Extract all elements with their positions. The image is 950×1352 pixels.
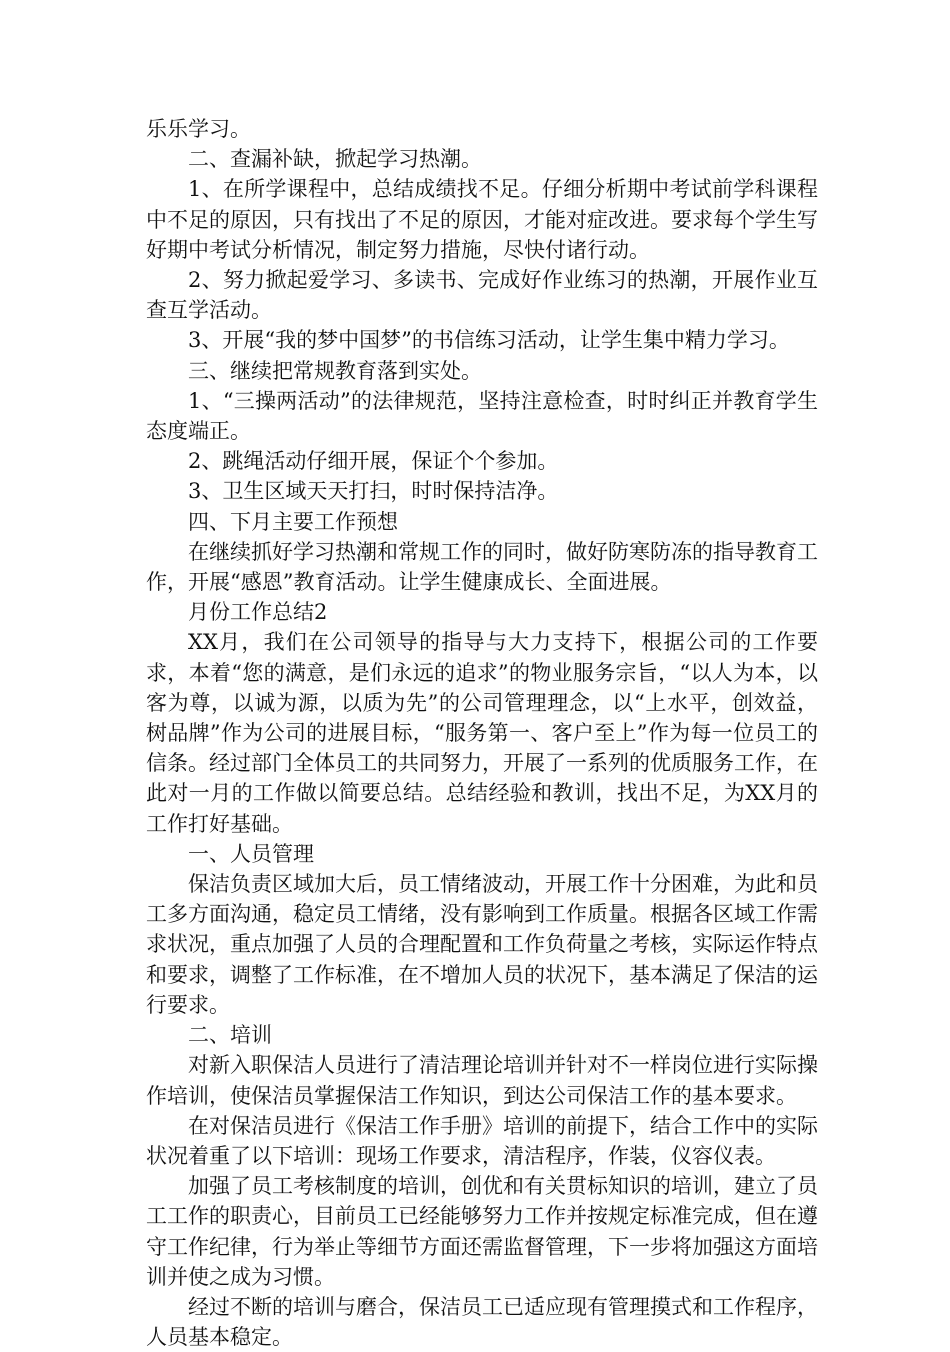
paragraph: 3、卫生区域天天打扫，时时保持洁净。 — [188, 479, 559, 504]
paragraph: 1、在所学课程中，总结成绩找不足。仔细分析期中考试前学科课程中不足的原因，只有找出了不足的原因，才能对症改进。要求每个学生写好期中考试分析情况，制定努力措施，尽快付诸行动。 — [146, 177, 818, 262]
paragraph: 经过不断的培训与磨合，保洁员工已适应现有管理摸式和工作程序，人员基本稳定。 — [146, 1294, 818, 1350]
paragraph: 2、跳绳活动仔细开展，保证个个参加。 — [188, 449, 559, 474]
paragraph: 2、努力掀起爱学习、多读书、完成好作业练习的热潮，开展作业互查互学活动。 — [146, 268, 818, 323]
paragraph-continuation: 乐乐学习。 — [146, 117, 251, 141]
document-page — [146, 114, 818, 1352]
paragraph: 在对保洁员进行《保洁工作手册》培训的前提下，结合工作中的实际状况着重了以下培训：现场工作要求，清洁程序，作装，仪容仪表。 — [146, 1113, 818, 1168]
paragraph: 1、“三操两活动”的法律规范，坚持注意检查，时时纠正并教育学生态度端正。 — [146, 388, 818, 444]
section-heading: 三、继续把常规教育落到实处。 — [188, 358, 482, 383]
section-heading: 二、培训 — [188, 1023, 272, 1048]
paragraph: XX月，我们在公司领导的指导与大力支持下，根据公司的工作要求，本着“您的满意，是们永远的追求”的物业服务宗旨，“以人为本，以客为尊，以诚为源，以质为先”的公司管理理念，以“上水平，创效益，树品牌”作为公司的进展目标，“服务第一、客户至上”作为每一位员工的信条。经过部门全体员工的共同努力，开展了一系列的优质服务工作，在此对一月的工作做以简要总结。总结经验和教训，找出不足，为XX月的工作打好基础。 — [146, 630, 818, 836]
paragraph: 对新入职保洁人员进行了清洁理论培训并针对不一样岗位进行实际操作培训，使保洁员掌握保洁工作知识，到达公司保洁工作的基本要求。 — [146, 1053, 818, 1108]
section-heading: 二、查漏补缺，掀起学习热潮。 — [188, 147, 482, 172]
paragraph: 加强了员工考核制度的培训，创优和有关贯标知识的培训，建立了员工工作的职责心，目前员工已经能够努力工作并按规定标准完成，但在遵守工作纪律，行为举止等细节方面还需监督管理，下一步将加强这方面培训并使之成为习惯。 — [146, 1174, 818, 1289]
section-heading: 一、人员管理 — [188, 841, 314, 866]
section-heading: 四、下月主要工作预想 — [188, 509, 398, 534]
document-subtitle: 月份工作总结2 — [188, 600, 328, 625]
paragraph: 保洁负责区域加大后，员工情绪波动，开展工作十分困难，为此和员工多方面沟通，稳定员工情绪，没有影响到工作质量。根据各区域工作需求状况，重点加强了人员的合理配置和工作负荷量之考核，实际运作特点和要求，调整了工作标准，在不增加人员的状况下，基本满足了保洁的运行要求。 — [146, 872, 818, 1017]
paragraph: 在继续抓好学习热潮和常规工作的同时，做好防寒防冻的指导教育工作，开展“感恩”教育活动。让学生健康成长、全面进展。 — [146, 539, 818, 595]
paragraph: 3、开展“我的梦中国梦”的书信练习活动，让学生集中精力学习。 — [188, 328, 790, 353]
